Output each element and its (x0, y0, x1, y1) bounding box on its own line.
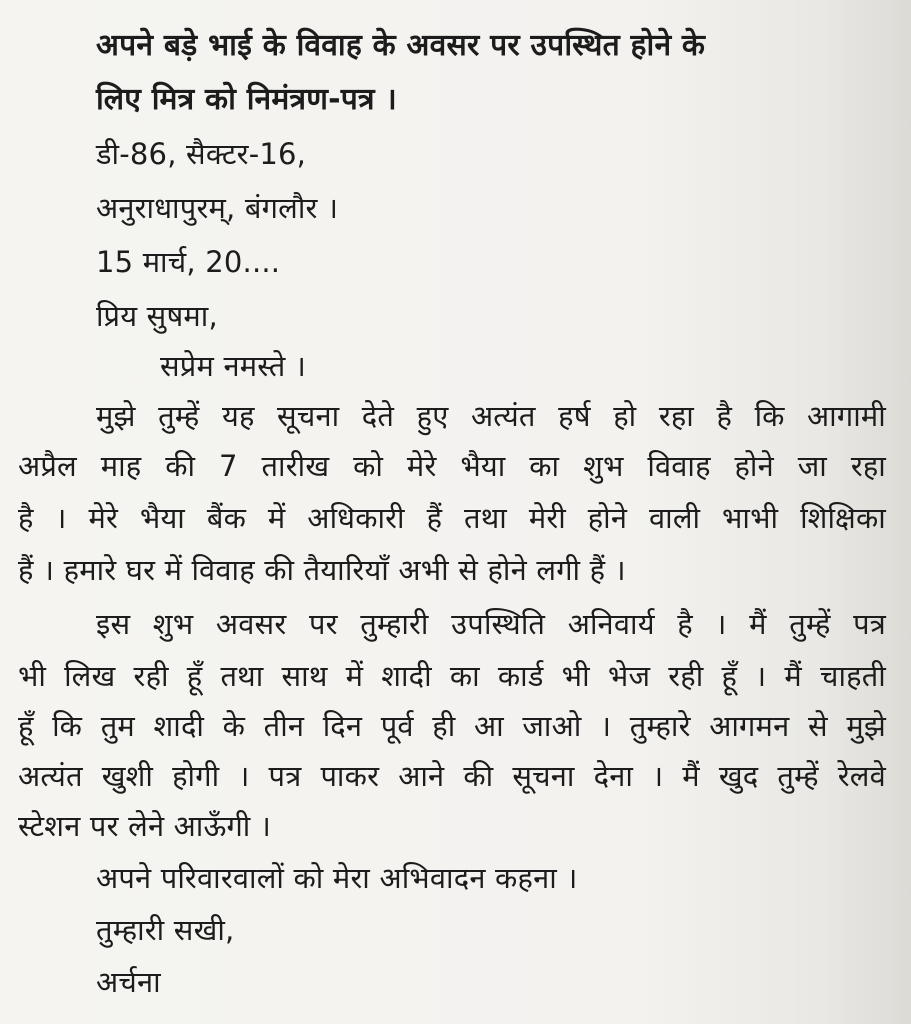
salutation: प्रिय सुषमा, (96, 299, 218, 333)
letter-title-line-1: अपने बड़े भाई के विवाह के अवसर पर उपस्थित होने के (96, 28, 706, 63)
paragraph-1-line-3: है । मेरे भैया बैंक में अधिकारी हैं तथा मेरी होने वाली भाभी शिक्षिका (18, 501, 886, 535)
sender-address-line-1: डी-86, सैक्टर-16, (96, 137, 307, 171)
paragraph-2-line-5: स्टेशन पर लेने आऊँगी । (18, 809, 272, 843)
sender-address-line-2: अनुराधापुरम्, बंगलौर । (96, 191, 339, 225)
paragraph-1-line-1: मुझे तुम्हें यह सूचना देते हुए अत्यंत हर्ष हो रहा है कि आगामी (96, 399, 886, 433)
closing: तुम्हारी सखी, (96, 913, 235, 947)
greeting: सप्रेम नमस्ते । (160, 349, 307, 383)
paragraph-2-line-1: इस शुभ अवसर पर तुम्हारी उपस्थिति अनिवार्य है । मैं तुम्हें पत्र (96, 607, 886, 641)
letter-date: 15 मार्च, 20.... (96, 245, 281, 279)
signature: अर्चना (96, 965, 161, 999)
paragraph-2-line-4: अत्यंत खुशी होगी । पत्र पाकर आने की सूचना देना । मैं खुद तुम्हें रेलवे (18, 759, 886, 793)
regards-line: अपने परिवारवालों को मेरा अभिवादन कहना । (96, 861, 578, 895)
paragraph-1-line-4: हैं । हमारे घर में विवाह की तैयारियाँ अभी से होने लगी हैं । (18, 553, 626, 587)
paragraph-2-line-3: हूँ कि तुम शादी के तीन दिन पूर्व ही आ जाओ । तुम्हारे आगमन से मुझे (18, 709, 886, 743)
paragraph-2-line-2: भी लिख रही हूँ तथा साथ में शादी का कार्ड भी भेज रही हूँ । मैं चाहती (18, 659, 886, 693)
paragraph-1-line-2: अप्रैल माह की 7 तारीख को मेरे भैया का शुभ विवाह होने जा रहा (18, 449, 886, 483)
letter-title-line-2: लिए मित्र को निमंत्रण-पत्र । (96, 82, 397, 117)
